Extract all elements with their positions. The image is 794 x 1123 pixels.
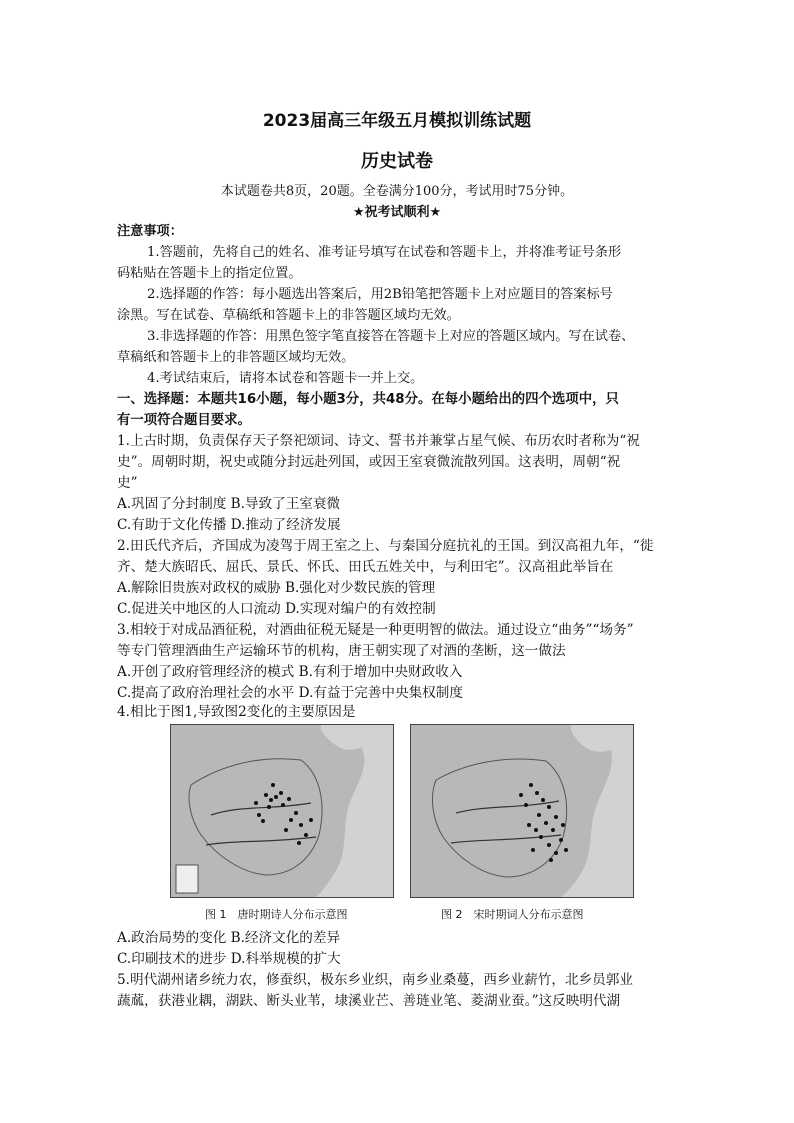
section-heading: 有一项符合题目要求。 [117,413,251,428]
question-3-line: 等专门管理酒曲生产运输环节的机构，唐王朝实现了对酒的垄断，这一做法 [117,643,566,659]
question-1-line: 史”。周朝时期，祝史或随分封远赴列国，或因王室衰微流散列国。这表明，周朝“祝 [117,454,621,470]
question-4-line: 4.相比于图1,导致图2变化的主要原因是 [117,704,356,720]
notice-line: 涂黑。写在试卷、草稿纸和答题卡上的非答题区域均无效。 [117,308,460,323]
question-3-option: A.开创了政府管理经济的模式 B.有利于增加中央财政收入 [117,664,463,680]
exam-info: 本试题卷共8页，20题。全卷满分100分，考试用时75分钟。 [220,184,574,199]
exam-title: 2023届高三年级五月模拟训练试题 [262,111,532,131]
figure-2-caption: 图 2 宋时期词人分布示意图 [441,908,584,921]
good-luck-line: ★祝考试顺利★ [352,205,442,220]
question-1-line: 史” [117,475,138,491]
notice-line: 4.考试结束后，请将本试卷和答题卡一并上交。 [147,371,424,386]
section-heading: 一、选择题：本题共16小题，每小题3分，共48分。在每小题给出的四个选项中，只 [117,392,619,407]
song-lyricists-map [410,724,634,898]
question-4-option: C.印刷技术的进步 D.科举规模的扩大 [117,951,341,967]
question-5-line: 蔬蓏，获港业耦，湖趺、断头业苇，埭溪业芒、善琏业笔、菱湖业蚕。”这反映明代湖 [117,993,621,1009]
notice-line: 3.非选择题的作答：用黑色签字笔直接答在答题卡上对应的答题区域内。写在试卷、 [147,329,635,344]
notice-line: 2.选择题的作答：每小题选出答案后，用2B铅笔把答题卡上对应题目的答案标号 [147,287,613,302]
question-1-option: A.巩固了分封制度 B.导致了王室衰微 [117,496,341,512]
figure-1-caption: 图 1 唐时期诗人分布示意图 [205,908,348,921]
question-2-line: 2.田氏代齐后，齐国成为凌驾于周王室之上、与秦国分庭抗礼的王国。到汉高祖九年，“徙 [117,538,654,554]
notice-line: 1.答题前，先将自己的姓名、准考证号填写在试卷和答题卡上，并将准考证号条形 [147,245,622,260]
question-3-line: 3.相较于对成品酒征税，对酒曲征税无疑是一种更明智的做法。通过设立“曲务”“场务” [117,622,634,638]
question-1-line: 1.上古时期，负责保存天子祭祀颂词、诗文、誓书并兼掌占星气候、布历农时者称为“祝 [117,433,640,449]
question-4-option: A.政治局势的变化 B.经济文化的差异 [117,930,341,946]
notice-heading: 注意事项： [117,224,183,239]
question-5-line: 5.明代湖州诸乡统力农，修蚕织，极东乡业织，南乡业桑蔓，西乡业薪竹，北乡员郭业 [117,972,633,988]
question-1-option: C.有助于文化传播 D.推动了经济发展 [117,517,341,533]
tang-poets-map [170,724,394,898]
subject-title: 历史试卷 [361,151,433,172]
question-2-line: 齐、楚大族昭氏、屈氏、景氏、怀氏、田氏五姓关中，与利田宅”。汉高祖此举旨在 [117,559,614,575]
question-3-option: C.提高了政府治理社会的水平 D.有益于完善中央集权制度 [117,685,463,701]
question-2-option: A.解除旧贵族对政权的威胁 B.强化对少数民族的管理 [117,580,436,596]
notice-line: 码粘贴在答题卡上的指定位置。 [117,266,302,281]
question-2-option: C.促进关中地区的人口流动 D.实现对编户的有效控制 [117,601,436,617]
notice-line: 草稿纸和答题卡上的非答题区域均无效。 [117,350,355,365]
